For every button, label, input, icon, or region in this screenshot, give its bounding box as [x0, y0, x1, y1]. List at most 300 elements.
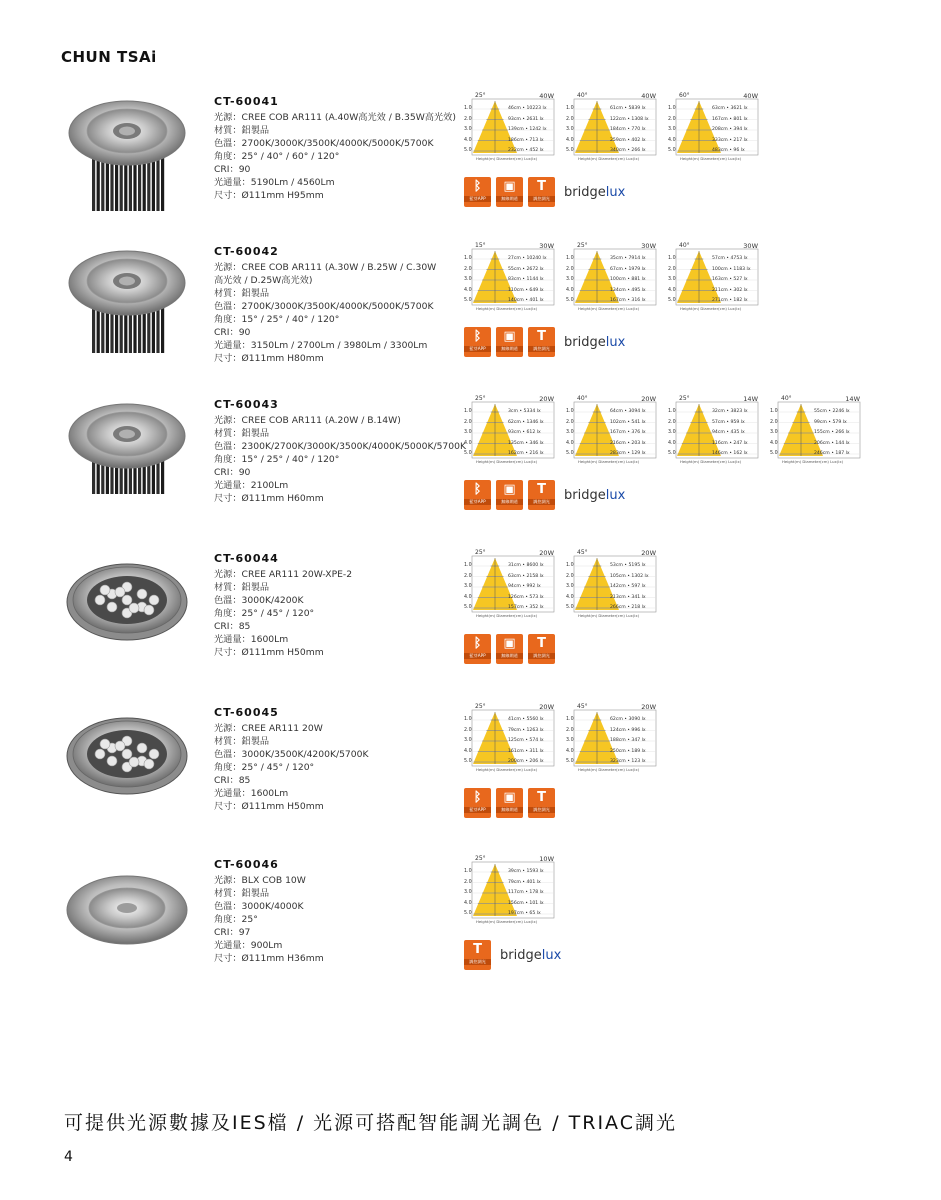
chart-lux-value: 102cm • 541 lx — [610, 419, 646, 425]
beam-chart — [564, 704, 658, 775]
bridgelux-text: bridge — [564, 185, 606, 200]
chart-height-label: 5.0 — [668, 148, 676, 153]
badge-gateway — [496, 634, 523, 664]
chart-beam-angle: 40° — [577, 92, 588, 99]
chart-height-label: 1.0 — [566, 106, 574, 111]
chart-footer: Height(m) Diameter(cm) Lux(lx) — [578, 306, 640, 311]
cob-led — [117, 903, 137, 913]
product-info — [214, 552, 464, 659]
spec-line: 材質：鋁製品 — [214, 288, 270, 299]
bluetooth-icon: ᛒ — [473, 179, 482, 194]
badge-caption: 調控調光 — [528, 346, 555, 352]
badge-triac — [528, 634, 555, 664]
spec-line: 色溫：2700K/3000K/3500K/4000K/5000K/5700K — [214, 138, 434, 149]
chart-lux-value: 110cm • 649 lx — [508, 287, 544, 293]
chart-footer: Height(m) Diameter(cm) Lux(lx) — [476, 919, 538, 924]
chart-lux-value: 208cm • 394 lx — [712, 127, 748, 132]
chart-lux-value: 124cm • 996 lx — [610, 727, 646, 733]
chart-lux-value: 61cm • 5839 lx — [610, 106, 646, 111]
badge-bluetooth — [464, 634, 491, 664]
chart-lux-value: 167cm • 376 lx — [610, 430, 646, 435]
led-lens — [115, 741, 125, 751]
chart-lux-value: 53cm • 5195 lx — [610, 563, 646, 568]
chart-wattage: 30W — [641, 242, 656, 250]
product-photo — [62, 858, 192, 978]
cob-led-core — [119, 127, 135, 136]
spec-line: 尺寸：Ø111mm H36mm — [214, 953, 324, 964]
spec-line: 尺寸：Ø111mm H80mm — [214, 353, 324, 364]
spec-line: 光通量：3150Lm / 2700Lm / 3980Lm / 3300Lm — [214, 340, 428, 351]
chart-lux-value: 94cm • 435 lx — [712, 430, 745, 435]
chart-lux-value: 213cm • 341 lx — [610, 594, 646, 600]
chart-lux-value: 134cm • 495 lx — [610, 287, 646, 293]
beam-chart — [564, 396, 658, 467]
spec-line: 角度：25° / 45° / 120° — [214, 762, 315, 773]
chart-height-label: 4.0 — [566, 440, 574, 446]
beam-chart — [768, 396, 862, 467]
product-info — [214, 245, 464, 365]
gateway-icon: ▣ — [503, 790, 516, 805]
badge-bluetooth — [464, 788, 491, 818]
spec-line: 材質：鋁製品 — [214, 736, 270, 747]
chart-wattage: 40W — [641, 92, 656, 100]
bridgelux-text: bridge — [500, 948, 542, 963]
chart-height-label: 3.0 — [464, 127, 472, 132]
badge-caption: 調控調光 — [528, 499, 555, 505]
chart-wattage: 20W — [539, 549, 554, 557]
led-lens — [107, 756, 117, 766]
chart-wattage: 40W — [743, 92, 758, 100]
spec-line: 角度：25° / 40° / 60° / 120° — [214, 151, 340, 162]
chart-lux-value: 83cm • 1144 lx — [508, 277, 544, 282]
chart-height-label: 5.0 — [566, 759, 574, 764]
chart-lux-value: 93cm • 612 lx — [508, 430, 541, 435]
led-lens — [129, 757, 139, 767]
led-lens — [137, 743, 147, 753]
chart-wattage: 20W — [641, 703, 656, 711]
chart-lux-value: 39cm • 1593 lx — [508, 869, 544, 874]
chart-lux-value: 125cm • 574 lx — [508, 738, 544, 743]
badge-caption: 無線閘道 — [496, 807, 523, 813]
spec-line: 尺寸：Ø111mm H50mm — [214, 801, 324, 812]
chart-lux-value: 135cm • 346 lx — [508, 440, 544, 446]
chart-height-label: 1.0 — [668, 106, 676, 111]
triac-icon: T — [473, 942, 482, 957]
product-code: CT-60045 — [214, 706, 279, 719]
gateway-icon: ▣ — [503, 636, 516, 651]
badge-caption: 藍芽APP — [464, 346, 491, 352]
chart-height-label: 5.0 — [668, 298, 676, 303]
chart-lux-value: 32cm • 3823 lx — [712, 409, 748, 414]
chart-lux-value: 122cm • 1308 lx — [610, 116, 649, 122]
chart-height-label: 4.0 — [464, 287, 472, 293]
badge-bluetooth — [464, 177, 491, 207]
chart-lux-value: 146cm • 162 lx — [712, 451, 748, 456]
chart-lux-value: 94cm • 992 lx — [508, 584, 541, 589]
spec-line: 光源：BLX COB 10W — [214, 875, 306, 886]
bluetooth-icon: ᛒ — [473, 790, 482, 805]
chart-lux-value: 117cm • 178 lx — [508, 890, 544, 895]
chart-height-label: 4.0 — [464, 440, 472, 446]
chart-height-label: 4.0 — [464, 137, 472, 143]
badge-triac — [528, 327, 555, 357]
badge-gateway — [496, 327, 523, 357]
bridgelux-text: bridge — [564, 488, 606, 503]
chart-height-label: 1.0 — [668, 409, 676, 414]
chart-lux-value: 167cm • 801 lx — [712, 116, 748, 122]
spec-line: CRI：85 — [214, 775, 251, 786]
beam-chart — [666, 93, 760, 164]
badge-gateway — [496, 788, 523, 818]
chart-lux-value: 55cm • 2246 lx — [814, 409, 850, 414]
chart-wattage: 10W — [539, 855, 554, 863]
chart-beam-angle: 25° — [475, 395, 486, 402]
chart-lux-value: 142cm • 597 lx — [610, 584, 646, 589]
chart-height-label: 4.0 — [668, 287, 676, 293]
chart-lux-value: 31cm • 8600 lx — [508, 563, 544, 568]
lamp-illustration — [62, 95, 192, 220]
badge-triac — [528, 788, 555, 818]
chart-lux-value: 197cm • 65 lx — [508, 911, 541, 916]
chart-beam-angle: 25° — [577, 242, 588, 249]
spec-line: 光源：CREE COB AR111 (A.30W / B.25W / C.30W — [214, 262, 437, 273]
chart-lux-value: 259cm • 402 lx — [610, 137, 646, 143]
chart-height-label: 3.0 — [668, 277, 676, 282]
chart-beam-angle: 25° — [475, 703, 486, 710]
spec-line: 光通量：1600Lm — [214, 788, 289, 799]
spec-line: 光通量：5190Lm / 4560Lm — [214, 177, 335, 188]
chart-lux-value: 246cm • 187 lx — [814, 451, 850, 456]
chart-lux-value: 216cm • 203 lx — [610, 440, 646, 446]
product-code: CT-60046 — [214, 858, 279, 871]
chart-height-label: 2.0 — [668, 266, 676, 272]
chart-height-label: 2.0 — [464, 116, 472, 122]
chart-footer: Height(m) Diameter(cm) Lux(lx) — [578, 613, 640, 618]
chart-lux-value: 64cm • 3094 lx — [610, 409, 646, 414]
led-lens — [122, 749, 132, 759]
chart-lux-value: 99cm • 579 lx — [814, 419, 847, 425]
spec-line: 色溫：2700K/3000K/3500K/4000K/5000K/5700K — [214, 301, 434, 312]
chart-wattage: 20W — [641, 395, 656, 403]
spec-line: 色溫：2300K/2700K/3000K/3500K/4000K/5000K/5700K — [214, 441, 466, 452]
chart-height-label: 5.0 — [464, 605, 472, 610]
badge-caption: 藍芽APP — [464, 196, 491, 202]
product-ct-60043 — [0, 395, 941, 538]
triac-icon: T — [537, 636, 546, 651]
page-number: 4 — [64, 1149, 73, 1165]
chart-footer: Height(m) Diameter(cm) Lux(lx) — [680, 306, 742, 311]
chart-height-label: 5.0 — [464, 759, 472, 764]
chart-height-label: 5.0 — [668, 451, 676, 456]
badge-triac — [464, 940, 491, 970]
chart-height-label: 5.0 — [464, 148, 472, 153]
chart-footer: Height(m) Diameter(cm) Lux(lx) — [476, 306, 538, 311]
chart-lux-value: 63cm • 2158 lx — [508, 573, 544, 579]
chart-height-label: 3.0 — [566, 430, 574, 435]
spec-line: 材質：鋁製品 — [214, 125, 270, 136]
badge-caption: 無線閘道 — [496, 653, 523, 659]
chart-height-label: 5.0 — [566, 148, 574, 153]
product-code: CT-60044 — [214, 552, 279, 565]
chart-lux-value: 46cm • 10223 lx — [508, 106, 547, 111]
chart-lux-value: 266cm • 218 lx — [610, 605, 646, 610]
chart-height-label: 3.0 — [464, 584, 472, 589]
chart-lux-value: 184cm • 770 lx — [610, 127, 646, 132]
spec-line: 材質：鋁製品 — [214, 582, 270, 593]
spec-line: 尺寸：Ø111mm H50mm — [214, 647, 324, 658]
beam-chart — [462, 243, 556, 314]
gateway-icon: ▣ — [503, 329, 516, 344]
chart-beam-angle: 25° — [475, 549, 486, 556]
chart-height-label: 2.0 — [668, 419, 676, 425]
chart-lux-value: 67cm • 1979 lx — [610, 266, 646, 272]
chart-height-label: 3.0 — [668, 430, 676, 435]
led-lens — [95, 595, 105, 605]
spec-line: 材質：鋁製品 — [214, 888, 270, 899]
triac-icon: T — [537, 482, 546, 497]
chart-wattage: 20W — [641, 549, 656, 557]
product-ct-60045 — [0, 703, 941, 846]
chart-height-label: 4.0 — [566, 137, 574, 143]
chart-footer: Height(m) Diameter(cm) Lux(lx) — [476, 459, 538, 464]
chart-lux-value: 483cm • 96 lx — [712, 148, 745, 153]
chart-height-label: 4.0 — [566, 594, 574, 600]
chart-height-label: 5.0 — [566, 605, 574, 610]
chart-height-label: 5.0 — [464, 298, 472, 303]
chart-lux-value: 333cm • 217 lx — [712, 137, 748, 143]
chart-footer: Height(m) Diameter(cm) Lux(lx) — [476, 767, 538, 772]
badge-caption: 調控調光 — [528, 807, 555, 813]
product-ct-60044 — [0, 549, 941, 692]
led-lens — [100, 739, 110, 749]
chart-height-label: 4.0 — [668, 440, 676, 446]
product-code: CT-60042 — [214, 245, 279, 258]
chart-height-label: 3.0 — [668, 127, 676, 132]
bridgelux-text-accent: lux — [605, 488, 626, 503]
led-lens — [115, 587, 125, 597]
spec-line: CRI：90 — [214, 467, 251, 478]
product-info — [214, 95, 464, 202]
chart-lux-value: 140cm • 401 lx — [508, 298, 544, 303]
chart-lux-value: 27cm • 10240 lx — [508, 256, 547, 261]
chart-beam-angle: 45° — [577, 549, 588, 556]
chart-beam-angle: 25° — [475, 92, 486, 99]
lamp-illustration — [62, 245, 192, 370]
chart-lux-value: 100cm • 1183 lx — [712, 266, 751, 272]
bridgelux-logo — [500, 948, 561, 963]
chart-lux-value: 161cm • 311 lx — [508, 748, 544, 754]
spec-line: 光通量：900Lm — [214, 940, 283, 951]
badge-triac — [528, 177, 555, 207]
chart-footer: Height(m) Diameter(cm) Lux(lx) — [680, 459, 742, 464]
chart-wattage: 20W — [539, 395, 554, 403]
brand-logo: CHUN TSAi — [61, 48, 157, 66]
badge-gateway — [496, 480, 523, 510]
chart-height-label: 3.0 — [566, 738, 574, 743]
badge-bluetooth — [464, 480, 491, 510]
chart-lux-value: 167cm • 316 lx — [610, 298, 646, 303]
product-code: CT-60041 — [214, 95, 279, 108]
bridgelux-logo — [564, 335, 625, 350]
badge-caption: 無線閘道 — [496, 196, 523, 202]
triac-icon: T — [537, 329, 546, 344]
product-ct-60046 — [0, 855, 941, 998]
chart-height-label: 1.0 — [668, 256, 676, 261]
chart-height-label: 3.0 — [464, 738, 472, 743]
chart-beam-angle: 25° — [679, 395, 690, 402]
chart-lux-value: 206cm • 144 lx — [814, 440, 850, 446]
chart-lux-value: 41cm • 5560 lx — [508, 717, 544, 722]
bluetooth-icon: ᛒ — [473, 482, 482, 497]
bridgelux-text-accent: lux — [541, 948, 562, 963]
beam-chart — [564, 550, 658, 621]
chart-footer: Height(m) Diameter(cm) Lux(lx) — [578, 767, 640, 772]
product-ct-60041 — [0, 92, 941, 235]
chart-height-label: 1.0 — [566, 563, 574, 568]
chart-lux-value: 323cm • 123 lx — [610, 759, 646, 764]
chart-height-label: 1.0 — [464, 563, 472, 568]
spec-line: 光源：CREE AR111 20W-XPE-2 — [214, 569, 353, 580]
chart-beam-angle: 45° — [577, 703, 588, 710]
led-lens — [144, 759, 154, 769]
spec-line: 材質：鋁製品 — [214, 428, 270, 439]
chart-lux-value: 35cm • 7914 lx — [610, 256, 646, 261]
lamp-illustration — [62, 552, 192, 677]
chart-height-label: 2.0 — [566, 727, 574, 733]
chart-beam-angle: 25° — [475, 855, 486, 862]
chart-height-label: 2.0 — [770, 419, 778, 425]
beam-chart — [462, 704, 556, 775]
chart-lux-value: 163cm • 527 lx — [712, 277, 748, 282]
badge-caption: 無線閘道 — [496, 346, 523, 352]
led-lens — [149, 749, 159, 759]
chart-wattage: 20W — [539, 703, 554, 711]
product-photo — [62, 245, 192, 365]
badge-triac — [528, 480, 555, 510]
product-code: CT-60043 — [214, 398, 279, 411]
badge-caption: 調控調光 — [528, 653, 555, 659]
chart-height-label: 1.0 — [566, 409, 574, 414]
spec-line: 角度：25° — [214, 914, 258, 925]
chart-footer: Height(m) Diameter(cm) Lux(lx) — [782, 459, 844, 464]
footer-tagline: 可提供光源數據及IES檔 / 光源可搭配智能調光調色 / TRIAC調光 — [64, 1112, 677, 1134]
chart-lux-value: 63cm • 3621 lx — [712, 106, 748, 111]
spec-line: 高光效 / D.25W高光效) — [214, 275, 313, 286]
spec-line: CRI：90 — [214, 327, 251, 338]
chart-height-label: 4.0 — [464, 748, 472, 754]
spec-line: 光源：CREE AR111 20W — [214, 723, 323, 734]
spec-line: CRI：97 — [214, 927, 251, 938]
chart-lux-value: 55cm • 2672 lx — [508, 266, 544, 272]
chart-footer: Height(m) Diameter(cm) Lux(lx) — [578, 156, 640, 161]
led-lens — [149, 595, 159, 605]
chart-height-label: 2.0 — [464, 573, 472, 579]
chart-beam-angle: 40° — [781, 395, 792, 402]
chart-height-label: 5.0 — [770, 451, 778, 456]
chart-lux-value: 105cm • 1302 lx — [610, 573, 649, 579]
beam-chart — [462, 856, 556, 927]
chart-wattage: 40W — [539, 92, 554, 100]
chart-height-label: 1.0 — [464, 869, 472, 874]
badge-caption: 調控調光 — [528, 196, 555, 202]
chart-height-label: 4.0 — [566, 748, 574, 754]
chart-height-label: 1.0 — [464, 717, 472, 722]
chart-height-label: 4.0 — [464, 900, 472, 906]
beam-chart — [462, 396, 556, 467]
chart-lux-value: 126cm • 573 lx — [508, 594, 544, 600]
chart-height-label: 1.0 — [464, 409, 472, 414]
chart-height-label: 4.0 — [668, 137, 676, 143]
chart-lux-value: 100cm • 881 lx — [610, 277, 646, 282]
cob-led-core — [119, 277, 135, 286]
chart-height-label: 5.0 — [566, 298, 574, 303]
chart-beam-angle: 40° — [577, 395, 588, 402]
spec-line: 角度：15° / 25° / 40° / 120° — [214, 314, 340, 325]
beam-chart — [666, 243, 760, 314]
badge-caption: 藍芽APP — [464, 499, 491, 505]
chart-lux-value: 57cm • 4753 lx — [712, 256, 748, 261]
chart-lux-value: 3cm • 5334 lx — [508, 409, 541, 414]
chart-height-label: 1.0 — [464, 256, 472, 261]
chart-beam-angle: 60° — [679, 92, 690, 99]
led-lens — [144, 605, 154, 615]
chart-lux-value: 57cm • 959 lx — [712, 419, 745, 425]
chart-wattage: 14W — [743, 395, 758, 403]
spec-line: 色溫：3000K/4200K — [214, 595, 304, 606]
beam-chart — [564, 93, 658, 164]
badge-caption: 調控調光 — [464, 959, 491, 965]
product-photo — [62, 552, 192, 672]
bluetooth-icon: ᛒ — [473, 329, 482, 344]
product-ct-60042 — [0, 242, 941, 385]
triac-icon: T — [537, 179, 546, 194]
spec-line: CRI：90 — [214, 164, 251, 175]
spec-line: 尺寸：Ø111mm H60mm — [214, 493, 324, 504]
product-info — [214, 398, 464, 505]
spec-line: 光通量：1600Lm — [214, 634, 289, 645]
product-info — [214, 706, 464, 813]
chart-lux-value: 79cm • 1263 lx — [508, 727, 544, 733]
product-info — [214, 858, 464, 965]
chart-wattage: 14W — [845, 395, 860, 403]
chart-footer: Height(m) Diameter(cm) Lux(lx) — [476, 156, 538, 161]
bridgelux-logo — [564, 488, 625, 503]
chart-lux-value: 162cm • 216 lx — [508, 451, 544, 456]
chart-lux-value: 271cm • 182 lx — [712, 298, 748, 303]
chart-footer: Height(m) Diameter(cm) Lux(lx) — [680, 156, 742, 161]
led-lens — [129, 603, 139, 613]
chart-wattage: 30W — [539, 242, 554, 250]
led-lens — [122, 595, 132, 605]
chart-height-label: 3.0 — [770, 430, 778, 435]
chart-height-label: 1.0 — [566, 717, 574, 722]
bluetooth-icon: ᛒ — [473, 636, 482, 651]
led-lens — [107, 602, 117, 612]
bridgelux-logo — [564, 185, 625, 200]
chart-height-label: 2.0 — [566, 266, 574, 272]
product-photo — [62, 95, 192, 215]
spec-line: CRI：85 — [214, 621, 251, 632]
chart-height-label: 5.0 — [566, 451, 574, 456]
led-lens — [95, 749, 105, 759]
chart-lux-value: 116cm • 247 lx — [712, 440, 748, 446]
chart-beam-angle: 15° — [475, 242, 486, 249]
chart-height-label: 2.0 — [566, 116, 574, 122]
chart-height-label: 3.0 — [464, 890, 472, 895]
chart-height-label: 3.0 — [566, 584, 574, 589]
chart-height-label: 3.0 — [464, 430, 472, 435]
chart-lux-value: 232cm • 452 lx — [508, 148, 544, 153]
